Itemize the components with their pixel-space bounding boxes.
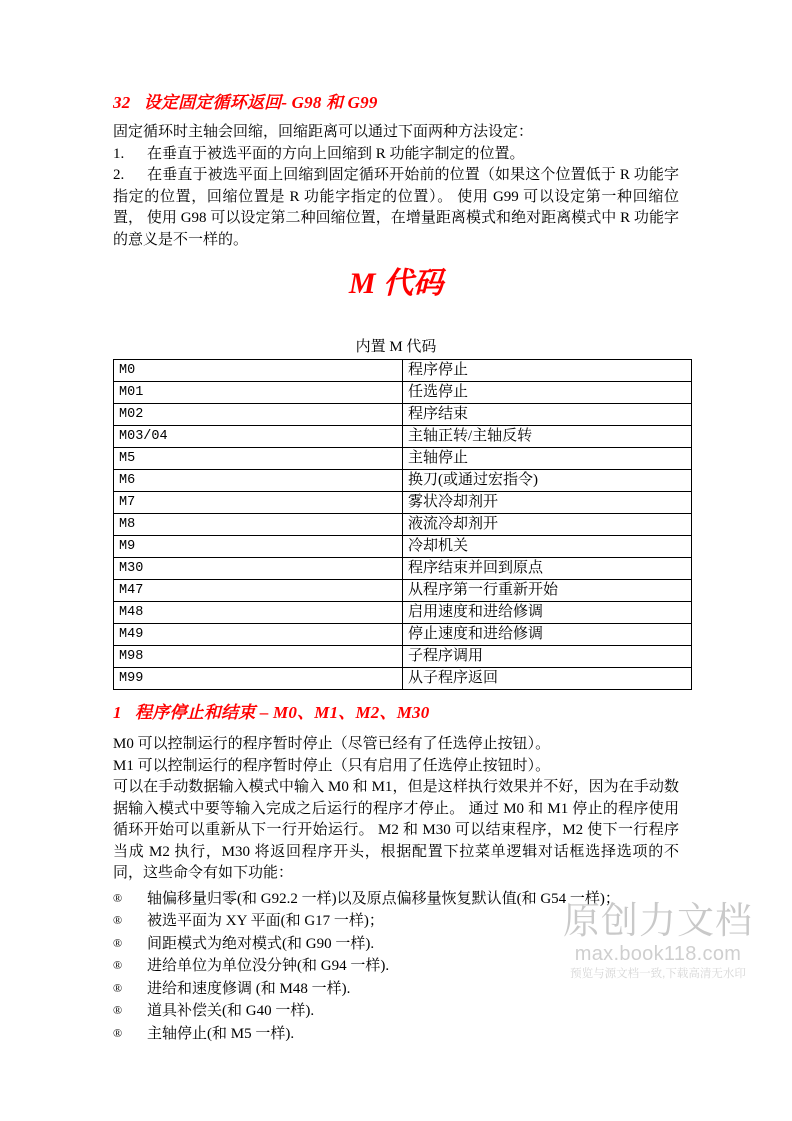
table-row bbox=[114, 624, 692, 646]
table-cell-code: M99 bbox=[114, 668, 403, 690]
registered-bullet-icon: ® bbox=[113, 1025, 123, 1040]
section-32-item-1-number: 1. bbox=[113, 145, 125, 162]
list-item bbox=[113, 955, 679, 978]
table-cell-desc: 程序结束 bbox=[403, 404, 692, 426]
mcode-table-body bbox=[114, 360, 692, 690]
spacer-before-table bbox=[113, 303, 679, 337]
table-cell-desc: 从程序第一行重新开始 bbox=[403, 580, 692, 602]
section-32-intro: 固定循环时主轴会回缩，回缩距离可以通过下面两种方法设定： bbox=[113, 124, 534, 140]
table-cell-code: M98 bbox=[114, 646, 403, 668]
table-cell-desc: 启用速度和进给修调 bbox=[403, 602, 692, 624]
table-row bbox=[114, 668, 692, 690]
section-32-item-2-text: 在垂直于被选平面上回缩到固定循环开始前的位置（如果这个位置低于 R 功能字指定的位置，回缩位置是 R 功能字指定的位置）。 使用 G99 可以设定第一种回缩位置， 使用 G98 可以设定第二种回缩位置，在增量距离模式和绝对距离模式中 R 功能字的意义是不一样的。 bbox=[113, 167, 679, 248]
table-cell-desc: 从子程序返回 bbox=[403, 668, 692, 690]
mcode-title: M 代码 bbox=[348, 267, 444, 300]
watermark-subtitle: 预览与源文档一致,下载高清无水印 bbox=[570, 968, 746, 980]
table-cell-desc: 雾状冷却剂开 bbox=[403, 492, 692, 514]
table-cell-code: M7 bbox=[114, 492, 403, 514]
table-cell-code: M30 bbox=[114, 558, 403, 580]
list-item bbox=[113, 888, 679, 911]
list-item-text: 被选平面为 XY 平面(和 G17 一样)； bbox=[147, 913, 384, 929]
table-cell-code: M02 bbox=[114, 404, 403, 426]
table-cell-desc: 换刀(或通过宏指令) bbox=[403, 470, 692, 492]
section-32-item-1 bbox=[113, 144, 679, 166]
section-32-heading: 32 设定固定循环返回- G98 和 G99 bbox=[113, 93, 378, 112]
table-cell-desc: 主轴停止 bbox=[403, 448, 692, 470]
registered-bullet-icon: ® bbox=[113, 958, 123, 972]
registered-bullet-icon: ® bbox=[113, 935, 123, 950]
table-row bbox=[114, 448, 692, 470]
list-item-text: 道具补偿关(和 G40 一样). bbox=[147, 1003, 315, 1019]
table-row bbox=[114, 426, 692, 448]
table-row bbox=[114, 492, 692, 514]
table-cell-desc: 液流冷却剂开 bbox=[403, 514, 692, 536]
section-1-heading: 1 程序停止和结束 – M0、M1、M2、M30 bbox=[113, 703, 430, 722]
table-cell-code: M01 bbox=[114, 382, 403, 404]
table-cell-desc: 子程序调用 bbox=[403, 646, 692, 668]
table-cell-desc: 冷却机关 bbox=[403, 536, 692, 558]
section-1-line-1: M0 可以控制运行的程序暂时停止（尽管已经有了任选停止按钮）。 bbox=[113, 736, 551, 752]
list-item bbox=[113, 978, 679, 1001]
table-cell-code: M8 bbox=[114, 514, 403, 536]
table-row bbox=[114, 382, 692, 404]
section-32-item-2 bbox=[113, 165, 679, 251]
table-cell-code: M03/04 bbox=[114, 426, 403, 448]
list-item bbox=[113, 933, 679, 956]
table-row bbox=[114, 514, 692, 536]
table-cell-code: M47 bbox=[114, 580, 403, 602]
registered-bullet-icon: ® bbox=[113, 890, 123, 905]
table-row bbox=[114, 404, 692, 426]
list-item-text: 主轴停止(和 M5 一样). bbox=[147, 1025, 295, 1042]
section-32-item-1-text: 在垂直于被选平面的方向上回缩到 R 功能字制定的位置。 bbox=[147, 145, 525, 162]
table-cell-desc: 停止速度和进给修调 bbox=[403, 624, 692, 646]
list-item-text: 间距模式为绝对模式(和 G90 一样). bbox=[147, 935, 375, 952]
table-row bbox=[114, 536, 692, 558]
table-cell-desc: 主轴正转/主轴反转 bbox=[403, 426, 692, 448]
table-row bbox=[114, 470, 692, 492]
table-cell-code: M6 bbox=[114, 470, 403, 492]
table-row bbox=[114, 580, 692, 602]
document-body bbox=[113, 92, 679, 1045]
table-cell-code: M49 bbox=[114, 624, 403, 646]
watermark-url: max.book118.com bbox=[574, 943, 742, 965]
table-cell-code: M9 bbox=[114, 536, 403, 558]
section-32-item-2-number: 2. bbox=[113, 167, 125, 183]
table-cell-code: M48 bbox=[114, 602, 403, 624]
list-item bbox=[113, 910, 679, 933]
table-row bbox=[114, 646, 692, 668]
table-cell-code: M0 bbox=[114, 360, 403, 382]
list-item-text: 进给和速度修调 (和 M48 一样). bbox=[147, 980, 351, 997]
table-row bbox=[114, 602, 692, 624]
section-1-paragraph: 可以在手动数据输入模式中输入 M0 和 M1，但是这样执行效果并不好，因为在手动数据输入模式中要等输入完成之后运行的程序才停止。 通过 M0 和 M1 停止的程序使用循环开始可以重新从下一行开始运行。 M2 和 M30 可以结束程序，M2 使下一行程序当成 M2 执行，M30 将返回程序开头，根据配置下拉菜单逻辑对话框选择选项的不同，这些命令有如下功能： bbox=[113, 779, 679, 881]
table-cell-desc: 程序停止 bbox=[403, 360, 692, 382]
registered-bullet-icon: ® bbox=[113, 980, 123, 995]
table-cell-desc: 任选停止 bbox=[403, 382, 692, 404]
table-cell-desc: 程序结束并回到原点 bbox=[403, 558, 692, 580]
registered-bullet-icon: ® bbox=[113, 1003, 123, 1017]
watermark-brand: 原创力文档 bbox=[563, 900, 753, 941]
section-1-bullet-list bbox=[113, 888, 679, 1046]
list-item-text: 轴偏移量归零(和 G92.2 一样)以及原点偏移量恢复默认值(和 G54 一样)； bbox=[147, 890, 620, 907]
section-1-line-2: M1 可以控制运行的程序暂时停止（只有启用了任选停止按钮时）。 bbox=[113, 757, 551, 774]
list-item bbox=[113, 1000, 679, 1023]
table-cell-code: M5 bbox=[114, 448, 403, 470]
list-item-text: 进给单位为单位没分钟(和 G94 一样). bbox=[147, 958, 390, 974]
table-row bbox=[114, 558, 692, 580]
registered-bullet-icon: ® bbox=[113, 913, 123, 927]
table-row bbox=[114, 360, 692, 382]
list-item bbox=[113, 1023, 679, 1046]
mcode-table bbox=[113, 359, 692, 690]
table-caption: 内置 M 代码 bbox=[355, 339, 437, 355]
